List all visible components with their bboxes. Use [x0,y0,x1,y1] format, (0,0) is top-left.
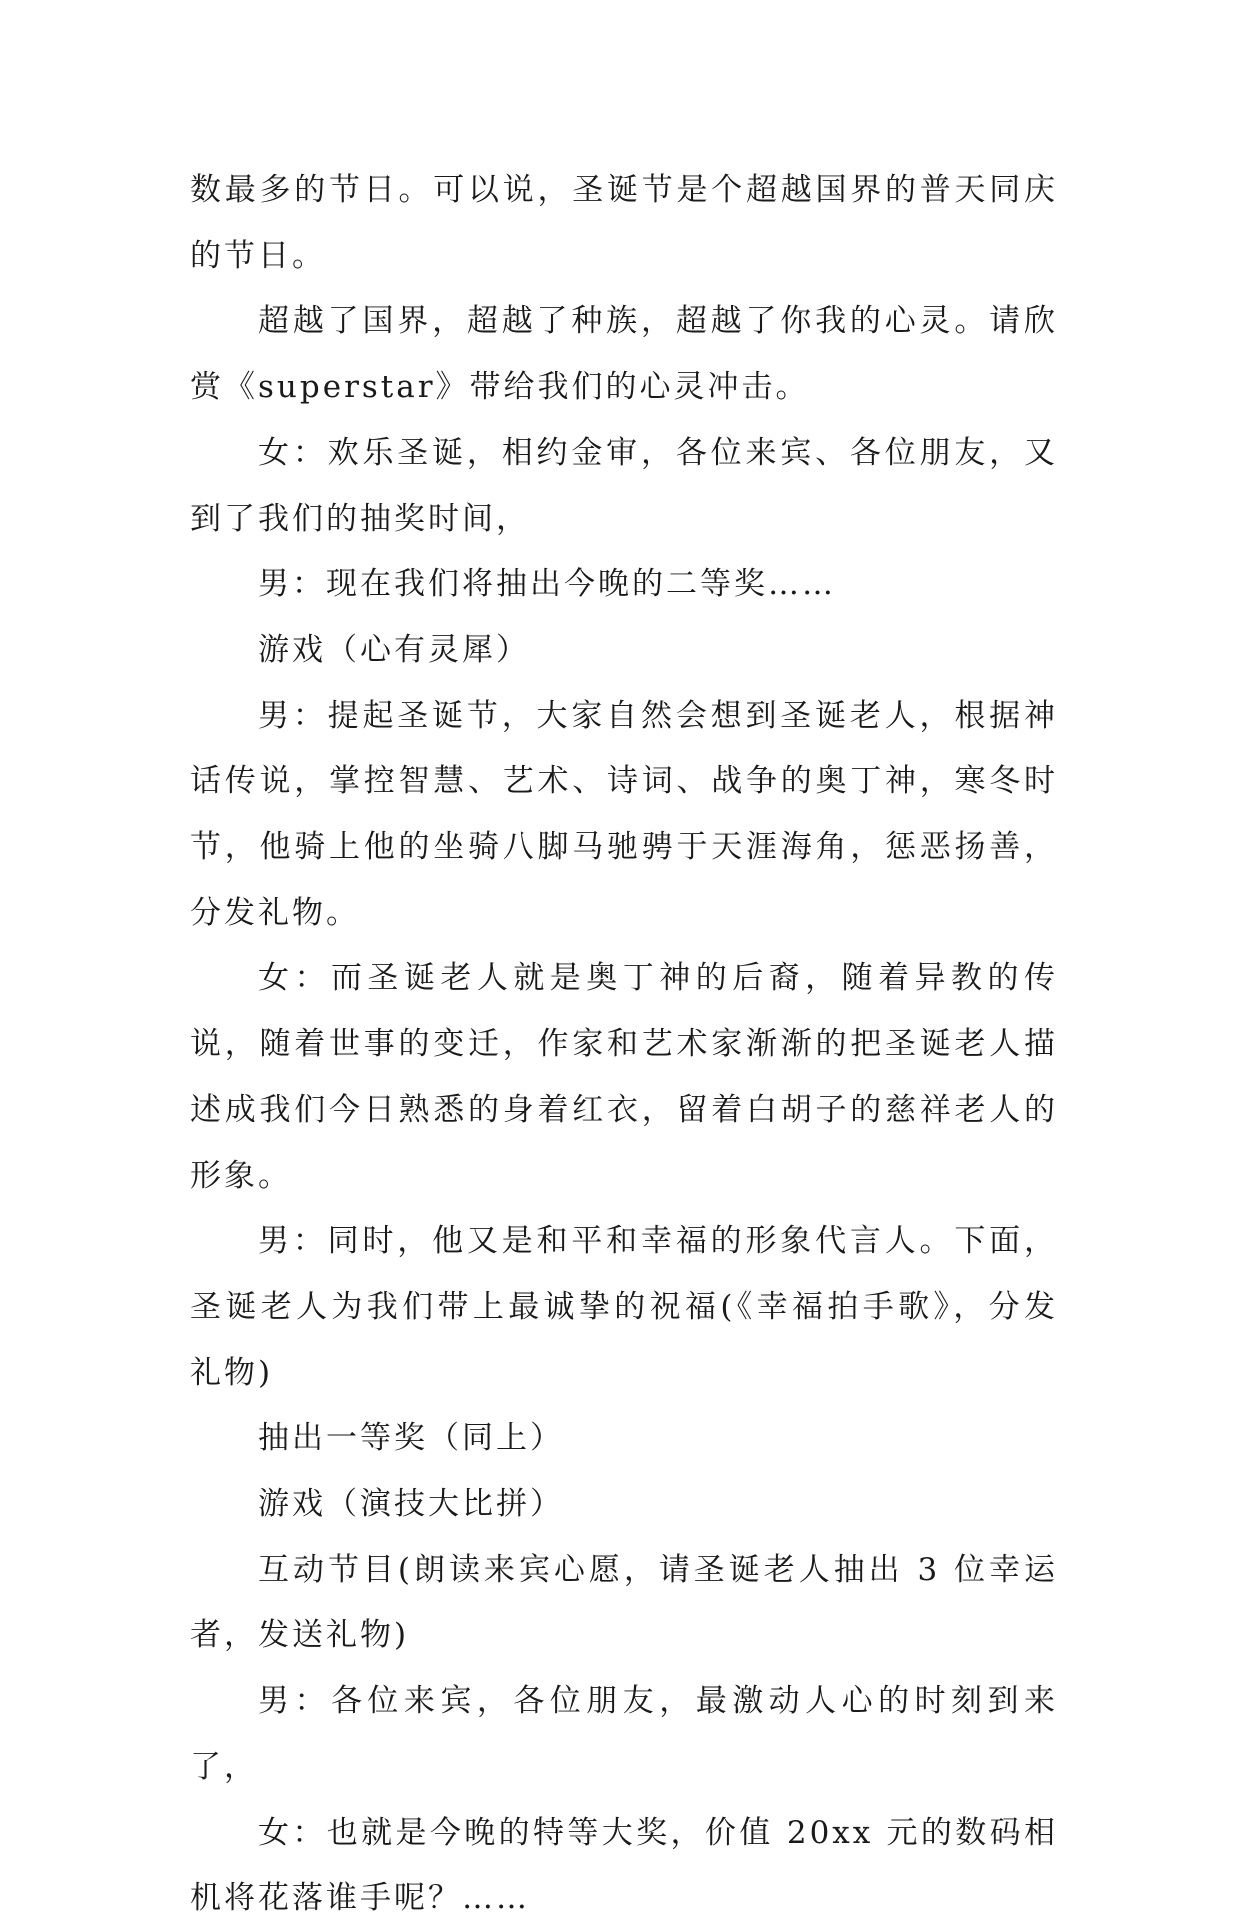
paragraph-6: 男：提起圣诞节，大家自然会想到圣诞老人，根据神话传说，掌控智慧、艺术、诗词、战争的奥丁神，寒冬时节，他骑上他的坐骑八脚马驰骋于天涯海角，惩恶扬善，分发礼物。 [190,697,1058,931]
paragraph-3: 女：欢乐圣诞，相约金审，各位来宾、各位朋友，又到了我们的抽奖时间， [190,434,1058,537]
paragraph-9: 抽出一等奖（同上） [258,1420,564,1457]
paragraph-12: 男：各位来宾，各位朋友，最激动人心的时刻到来了， [190,1683,1058,1785]
paragraph-2: 超越了国界，超越了种族，超越了你我的心灵。请欣赏《superstar》带给我们的心灵冲击。 [190,303,1058,406]
paragraph-4: 男：现在我们将抽出今晚的二等奖…… [258,566,836,603]
paragraph-7: 女：而圣诞老人就是奥丁神的后裔，随着异教的传说，随着世事的变迁，作家和艺术家渐渐的把圣诞老人描述成我们今日熟悉的身着红衣，留着白胡子的慈祥老人的形象。 [190,960,1058,1194]
paragraph-1: 数最多的节日。可以说，圣诞节是个超越国界的普天同庆的节日。 [190,172,1058,274]
paragraph-13: 女：也就是今晚的特等大奖，价值 20xx 元的数码相机将花落谁手呢？…… [190,1814,1058,1917]
document-body [190,158,1058,1932]
paragraph-11: 互动节目(朗读来宾心愿，请圣诞老人抽出 3 位幸运者，发送礼物) [190,1551,1058,1654]
paragraph-8: 男：同时，他又是和平和幸福的形象代言人。下面，圣诞老人为我们带上最诚挚的祝福(《幸福拍手歌》，分发礼物) [190,1223,1058,1391]
paragraph-10: 游戏（演技大比拼） [258,1486,564,1523]
paragraph-5: 游戏（心有灵犀） [258,631,530,668]
